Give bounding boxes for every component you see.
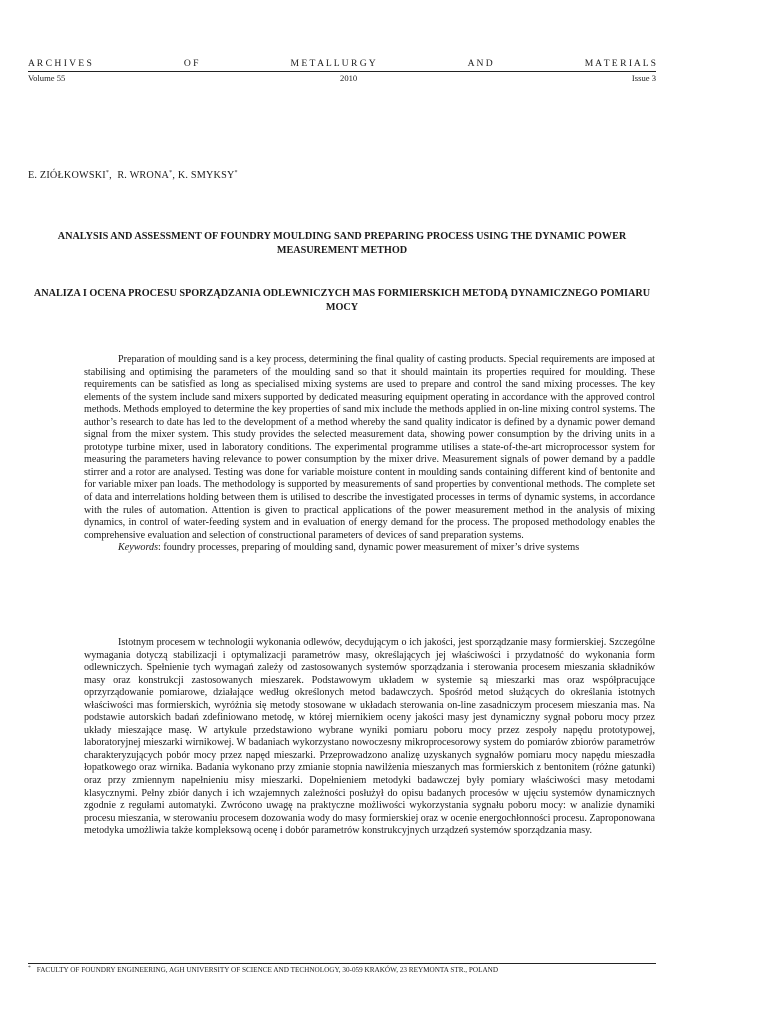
- header-meta: [28, 73, 656, 83]
- year-label: 2010: [340, 73, 358, 83]
- keywords-line: [84, 542, 655, 555]
- footnote-mark: *: [28, 965, 31, 971]
- affiliation-footnote: [28, 965, 498, 974]
- journal-word-of: O F: [183, 58, 199, 69]
- title-polish: ANALIZA I OCENA PROCESU SPORZĄDZANIA ODLEWNICZYCH MAS FORMIERSKICH METODĄ DYNAMICZNEGO POMIARU MOCY: [33, 288, 651, 313]
- keywords-label: Keywords: [118, 542, 159, 554]
- author-1: E. ZIÓŁKOWSKI: [28, 170, 106, 181]
- issue-label: Issue 3: [631, 73, 656, 83]
- author-2: R. WRONA: [117, 170, 170, 181]
- title-english: ANALYSIS AND ASSESSMENT OF FOUNDRY MOULDING SAND PREPARING PROCESS USING THE DYNAMIC POWER MEASUREMENT METHOD: [57, 231, 627, 256]
- abstract-polish: [84, 637, 655, 838]
- journal-word-materials: M A T E R I A L S: [584, 58, 656, 69]
- abstract-english-text: Preparation of moulding sand is a key process, determining the final quality of casting products. Special requirements are imposed at stabilising and optimising the parameters of the moulding sand so that it should maintain its properties required for moulding. These requirements can be satisfied as long as specialised mixing systems are used to prepare and control the sand mixing processes. The key elements of the system include sand mixers supported by dedicated measuring equipment operating in accordance with the approved control methods. Methods employed to determine the key properties of sand mix include the methods applied in on-line mixing control systems. The author’s research to date has led to the development of a method whereby the sand quality indicator is defined by a dynamic power demand signal from the mixer system. This study provides the selected measurement data, showing power consumption by the driving units in a prototype turbine mixer, used in laboratory conditions. The experimental programme utilises a state-of-the-art microprocessor system for measuring the parameters having relevance to power consumption by the mixer drive. Measurement signals of power demand by a paddle stirrer and a rotor are analysed. Testing was done for variable moisture content in moulding sands containing different kind of bentonite and for variable mixer pan loads. The methodology is supported by measurements of sand properties by conventional methods. The complete set of data and interrelations holding between them is utilised to describe the investigated processes in terms of dynamic systems, in accordance with the rules of automation. Attention is given to practical applications of the power measurement method in the analysis of mixing dynamics, in control of water-feeding system and in evaluation of energy demand for the process. The proposed methodology enables the comprehensive evaluation and selection of constructional parameters of devices of sand preparation systems.: [84, 354, 655, 541]
- author-3: K. SMYKSY: [177, 170, 235, 181]
- journal-word-and: A N D: [467, 58, 493, 69]
- abstract-polish-text: Istotnym procesem w technologii wykonania odlewów, decydującym o ich jakości, jest sporządzanie masy formierskiej. Szczególne wymagania dotyczą stabilizacji i optymalizacji parametrów masy, określających jej właściwości i przydatność do wykonania form odlewniczych. Spełnienie tych wymagań zależy od zastosowanych systemów sporządzania i sterowania procesem mieszania składników masy oraz konstrukcji zastosowanych mieszarek. Podstawowym układem w systemie są mieszarki mas oraz współpracujące oprzyrządowanie pomiarowe, działające według określonych metod badawczych. Spośród metod służących do określania istotnych właściwości mas formierskich, wyróżnia się metody stosowane w układach sterowania on-line zasadniczym procesem mieszania mas. Na podstawie autorskich badań zdefiniowano metodę, w której miernikiem oceny jakości masy jest dynamiczny sygnał poboru mocy przez układy mieszające masę. W artykule przedstawiono wybrane wyniki pomiaru poboru mocy przez zespoły napędu prototypowej, laboratoryjnej mieszarki wirnikowej. W badaniach wykorzystano nowoczesny mikroprocesorowy system do pomiarów zbiorów parametrów charakteryzujących pobór mocy przez napęd mieszarki. Przeprowadzono analizę uzyskanych sygnałów pomiaru mocy napędu mieszadła łopatkowego oraz wirnika. Badania wykonano przy zmianie stopnia nawilżenia mieszanych mas formierskich z bentonitem (różne gatunki) oraz przy zmiennym napełnieniu misy mieszarki. Dopełnieniem metodyki badawczej były pomiary właściwości masy metodami klasycznymi. Pełny zbiór danych i ich wzajemnych zależności posłużył do opisu badanych procesów w ujęciu systemów dynamicznych zgodnie z regułami automatyki. Zwrócono uwagę na praktyczne możliwości wykorzystania sygnału poboru mocy: w analizie dynamiki procesu mieszania, w sterowaniu procesem dozowania wody do masy formierskiej oraz w ocenie energochłonności procesu. Zaproponowana metodyka umożliwia także kompleksową ocenę i dobór parametrów konstrukcyjnych urządzeń systemów sporządzania masy.: [84, 637, 655, 837]
- footnote-rule: [28, 963, 656, 964]
- author-sep-2: ,: [172, 170, 176, 181]
- volume-label: Volume 55: [28, 73, 66, 83]
- journal-name: [28, 58, 656, 69]
- header-rule: [28, 71, 656, 72]
- author-3-mark: *: [234, 170, 238, 176]
- keywords-text: : foundry processes, preparing of moulding sand, dynamic power measurement of mixer’s drive systems: [158, 542, 580, 554]
- journal-word-archives: A R C H I V E S: [28, 58, 92, 69]
- abstract-english: [84, 354, 655, 555]
- author-2-mark: *: [169, 170, 173, 176]
- footnote-text: FACULTY OF FOUNDRY ENGINEERING, AGH UNIVERSITY OF SCIENCE AND TECHNOLOGY, 30-059 KRAKÓW, 23 REYMONTA STR., POLAND: [36, 966, 499, 974]
- author-list: [28, 170, 238, 181]
- journal-word-metallurgy: M E T A L L U R G Y: [290, 58, 376, 69]
- author-sep-1: ,: [109, 170, 112, 181]
- author-1-mark: *: [105, 170, 110, 176]
